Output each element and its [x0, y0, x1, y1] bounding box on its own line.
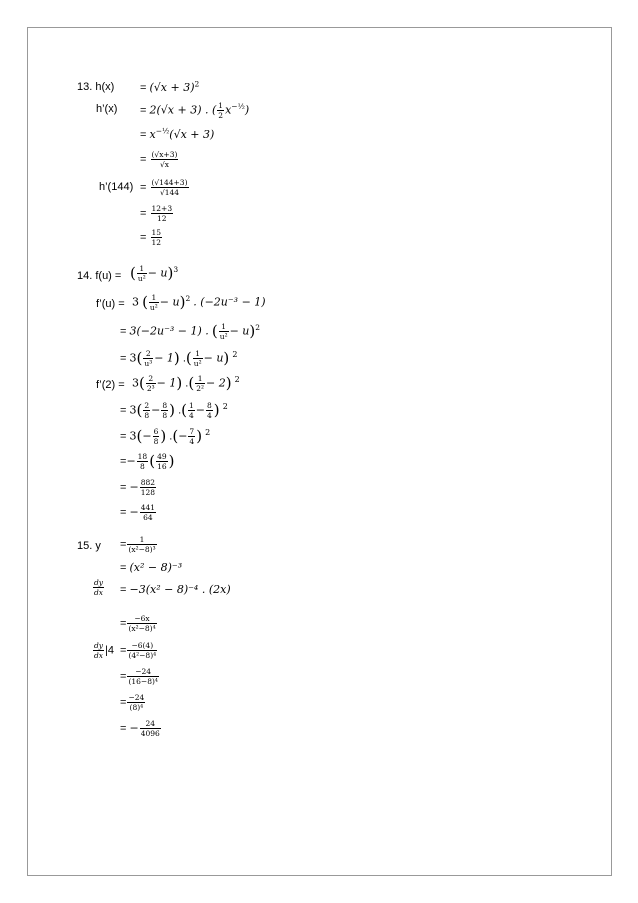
coefficient: 3 [129, 403, 137, 417]
denominator: 128 [140, 488, 156, 497]
numerator: 8 [162, 401, 168, 410]
p14-l5-exponent: 2 [234, 375, 240, 385]
coefficient: 3 [129, 429, 137, 443]
paren: ( [185, 349, 192, 367]
paren: ) [173, 349, 180, 367]
paren: ( [139, 374, 145, 392]
p15-evaluated-at: |4 [105, 644, 115, 657]
p14-l6-fraction-a [143, 401, 150, 420]
p14-l2-fraction [149, 293, 159, 312]
numerator: 2 [146, 374, 156, 384]
p14-l3-head: 3(−2u⁻³ − 1) . [129, 324, 209, 338]
paren: ( [181, 401, 187, 419]
denominator: dx [94, 588, 104, 597]
denominator: 2 [218, 111, 224, 120]
dot: . [178, 404, 182, 417]
p14-evaluation-label [96, 379, 125, 392]
p14-l5-fraction-2 [195, 374, 205, 393]
p13-line-7 [140, 228, 163, 247]
denominator: 4 [206, 411, 212, 420]
numerator: (√144+3) [151, 178, 188, 187]
equals-sign: = [140, 104, 147, 117]
p13-l2-close: ) [244, 103, 250, 117]
coefficient: 3 [132, 376, 139, 390]
equals-sign: = [120, 584, 127, 596]
p14-deriv-text: f’(u) [96, 298, 116, 310]
minus: − [151, 403, 161, 417]
p15-dydx-2 [92, 641, 114, 660]
numerator: 1 [137, 264, 147, 274]
p14-derivative-label [96, 298, 125, 311]
p13-l3-exponent: −½ [155, 126, 170, 136]
p14-l2-exponent: 2 [185, 293, 191, 303]
equals-sign: = [140, 181, 147, 194]
p14-l10-fraction [140, 503, 156, 522]
p14-line-9 [120, 478, 157, 497]
equals-sign: = [140, 153, 147, 166]
numerator: −6x [127, 614, 156, 624]
numerator: 1 [127, 535, 156, 545]
paren: ( [130, 264, 136, 282]
denominator: 2² [196, 384, 204, 393]
denominator: u² [193, 359, 202, 368]
numerator: (√x+3) [151, 150, 178, 159]
p13-l3-rest: (√x + 3) [169, 128, 215, 141]
denominator: 4 [188, 411, 194, 420]
coefficient: 3 [129, 351, 137, 365]
p13-derivative-label: h’(x) [96, 103, 118, 115]
p15-l2-expr: (x² − 8)⁻³ [129, 561, 183, 574]
p13-line-3 [140, 128, 214, 142]
denominator: 2³ [146, 384, 155, 393]
equals-sign: = [120, 670, 127, 683]
equals-sign: = [118, 379, 125, 391]
p13-l2-half-fraction [217, 101, 224, 120]
p14-l7-exponent: 2 [205, 428, 211, 438]
equals-sign: = [140, 129, 147, 141]
p13-label: 13. h(x) [77, 81, 115, 93]
p15-l4-fraction [127, 614, 156, 633]
p15-l1-fraction [127, 535, 156, 554]
denominator: 64 [143, 513, 153, 522]
p14-l8-fraction-b [156, 452, 168, 471]
numerator: 1 [195, 374, 205, 384]
paren: ) [169, 401, 175, 419]
equals-sign: = [118, 298, 125, 310]
dot: . [169, 430, 173, 443]
p13-line-5 [140, 178, 190, 197]
numerator: 441 [140, 503, 156, 512]
p15-l6-fraction [127, 667, 158, 686]
p13-l1-exponent: 2 [194, 79, 200, 89]
denominator: 12 [157, 214, 167, 223]
paren: ( [149, 452, 156, 470]
numerator: 1 [193, 349, 203, 359]
equals-sign: = [120, 617, 127, 630]
p14-l1-inner: − u [147, 266, 168, 280]
equals-sign: = [140, 82, 147, 94]
dot: . [185, 377, 189, 390]
paren: ( [188, 374, 195, 392]
minus: − [129, 721, 139, 735]
equals-sign: = [120, 325, 127, 338]
paren: ( [136, 401, 143, 419]
numerator: −24 [128, 693, 145, 702]
denominator: u² [137, 274, 146, 283]
denominator: 4 [189, 437, 195, 446]
p14-l6-fraction-c [188, 401, 195, 420]
denominator: (x²−8)³ [128, 545, 156, 554]
equals-sign: = [120, 481, 127, 494]
p13-line-1 [140, 81, 199, 95]
equals-sign: = [140, 207, 147, 220]
p14-line-5 [132, 374, 240, 393]
p14-l3-fraction [219, 322, 229, 341]
p13-l5-fraction [151, 178, 189, 197]
denominator: (x²−8)⁴ [128, 624, 156, 633]
p14-l4-end: − u [203, 351, 224, 365]
paren: ( [136, 427, 143, 445]
denominator: dx [94, 651, 104, 660]
paren: ) [213, 401, 220, 419]
paren: ) [196, 427, 203, 445]
p14-l7-fraction-b [188, 427, 195, 446]
p15-line-7 [120, 693, 146, 712]
p14-line-3 [120, 322, 260, 341]
numerator: dy [94, 578, 104, 587]
numerator: −6(4) [127, 641, 157, 651]
denominator: 8 [162, 411, 168, 420]
equals-sign: = [120, 404, 127, 417]
paren: ) [223, 349, 230, 367]
p14-l8-fraction-a [137, 452, 149, 471]
p14-line-7 [120, 427, 210, 446]
numerator: 1 [218, 101, 224, 110]
denominator: u³ [144, 359, 153, 368]
p14-l5-mid: − 1 [156, 376, 177, 390]
denominator: 12 [151, 238, 162, 247]
equals-sign: = [120, 352, 127, 365]
p14-l9-fraction [140, 478, 156, 497]
p14-eval-text: f’(2) [96, 379, 116, 391]
denominator: 16 [157, 462, 167, 471]
denominator: 4096 [140, 729, 160, 738]
dot: . [182, 352, 186, 365]
denominator: √144 [159, 188, 180, 197]
p13-evaluation-label: h’(144) [99, 181, 134, 193]
p14-line-1 [130, 264, 178, 283]
p15-label: 15. y [77, 540, 101, 552]
paren: ) [225, 374, 232, 392]
p15-l3-expr: −3(x² − 8)⁻⁴ . (2x) [129, 583, 231, 596]
p14-l5-fraction-1 [146, 374, 156, 393]
p13-l7-fraction [151, 228, 163, 247]
paren: ( [172, 427, 179, 445]
equals-sign: = [120, 430, 127, 443]
p13-l3-x: x [149, 128, 156, 141]
p13-l2-expr: 2(√x + 3) . ( [149, 103, 217, 117]
p13-line-4 [140, 150, 179, 169]
p15-line-2 [120, 561, 182, 575]
denominator: 8 [153, 437, 159, 446]
denominator: (16−8)⁴ [128, 677, 158, 686]
p15-line-3 [120, 583, 231, 597]
p14-line-2 [132, 293, 266, 312]
p15-l7-fraction [127, 693, 145, 712]
equals-sign: = [140, 231, 147, 244]
p15-line-8 [120, 719, 162, 738]
paren: ( [211, 322, 218, 340]
p13-l4-fraction [151, 150, 179, 169]
minus: − [129, 505, 139, 519]
p14-line-4 [120, 349, 237, 368]
p14-l6-fraction-b [161, 401, 168, 420]
numerator: 2 [143, 349, 153, 359]
p14-l2-tail: . (−2u⁻³ − 1) [193, 295, 266, 309]
p15-line-1 [120, 535, 158, 554]
numerator: 882 [140, 478, 156, 487]
denominator: 8 [140, 462, 145, 471]
p13-l6-fraction [151, 204, 174, 223]
p14-l3-exponent: 2 [255, 322, 261, 332]
denominator: (8)⁴ [129, 703, 144, 712]
minus: − [142, 429, 152, 443]
p14-l3-inner: − u [229, 324, 250, 338]
p14-l1-exponent: 3 [173, 264, 179, 274]
minus: − [178, 429, 188, 443]
p14-l6-fraction-d [206, 401, 213, 420]
p13-line-2 [140, 101, 249, 120]
paren: ( [136, 349, 143, 367]
paren: ) [249, 322, 256, 340]
equals-sign: = [120, 538, 127, 551]
p15-line-5 [120, 641, 158, 660]
numerator: 49 [157, 452, 167, 461]
p15-dydx-fraction [93, 641, 104, 660]
equals-sign: = [120, 455, 127, 468]
p14-l1-fraction [137, 264, 147, 283]
numerator: 1 [149, 293, 159, 303]
numerator: −24 [127, 667, 158, 677]
p14-label-text: 14. f(u) [77, 270, 112, 282]
numerator: 6 [153, 427, 159, 436]
p14-l5-end: − 2 [205, 376, 226, 390]
p14-line-10 [120, 503, 157, 522]
p14-line-6 [120, 401, 228, 420]
denominator: 8 [144, 411, 150, 420]
p14-l4-fraction-2 [193, 349, 203, 368]
p13-l2-x: x [225, 103, 232, 117]
denominator: u² [149, 303, 158, 312]
p14-l7-fraction-a [153, 427, 160, 446]
equals-sign: = [120, 506, 127, 519]
p15-dydx-1 [92, 578, 105, 597]
p13-l2-exponent: −½ [231, 101, 245, 111]
numerator: 12+3 [151, 204, 173, 213]
numerator: dy [94, 641, 104, 650]
paren: ) [179, 293, 186, 311]
p15-line-6 [120, 667, 160, 686]
document-page [27, 27, 612, 876]
p13-line-6 [140, 204, 174, 223]
equals-sign: = [120, 722, 127, 735]
p15-l8-fraction [140, 719, 161, 738]
equals-sign: = [120, 696, 127, 709]
numerator: 24 [140, 719, 161, 729]
paren: ( [142, 293, 148, 311]
p15-line-4 [120, 614, 158, 633]
paren: ) [167, 264, 174, 282]
denominator: (4²−8)⁴ [128, 651, 157, 660]
p14-label [77, 270, 121, 283]
denominator: u² [219, 332, 228, 341]
numerator: 2 [144, 401, 150, 410]
numerator: 18 [137, 452, 148, 461]
numerator: 7 [189, 427, 195, 436]
equals-sign: = [120, 644, 127, 657]
equals-sign: = [120, 562, 127, 574]
p15-l5-fraction [127, 641, 157, 660]
p14-l4-fraction-1 [143, 349, 153, 368]
paren: ) [176, 374, 183, 392]
equals-sign: = [114, 270, 122, 282]
coefficient: 3 [132, 295, 139, 309]
paren: ) [168, 452, 175, 470]
numerator: 1 [188, 401, 194, 410]
p15-dydx-fraction [93, 578, 104, 597]
minus: − [129, 480, 139, 494]
numerator: 8 [206, 401, 212, 410]
numerator: 1 [219, 322, 229, 332]
p14-l4-mid: − 1 [154, 351, 174, 365]
minus: − [126, 454, 136, 468]
numerator: 15 [151, 228, 162, 237]
p14-line-8 [120, 452, 174, 471]
denominator: √x [159, 160, 169, 169]
minus: − [195, 403, 205, 417]
paren: ) [160, 427, 167, 445]
p14-l6-exponent: 2 [222, 402, 228, 412]
p13-l1-expr: (√x + 3) [149, 81, 195, 94]
p14-l2-inner: − u [159, 295, 180, 309]
p14-l4-exponent: 2 [232, 350, 238, 360]
